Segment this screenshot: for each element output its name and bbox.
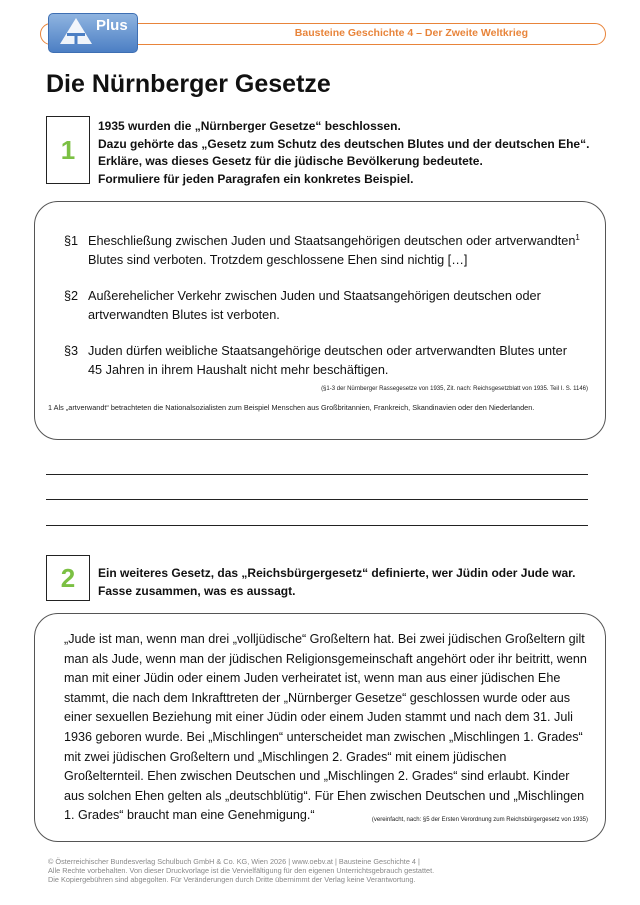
paragraph-label: §2 — [64, 289, 79, 303]
task-1-line: Formuliere für jeden Paragrafen ein konkretes Beispiel. — [98, 171, 414, 186]
page-title: Die Nürnberger Gesetze — [46, 70, 331, 98]
task-1-instructions — [98, 118, 608, 188]
task-number-2: 2 — [46, 555, 90, 601]
answer-line — [46, 525, 588, 526]
paragraph-text: Juden dürfen weibliche Staatsangehörige deutschen oder artverwandten Blutes unter — [88, 344, 567, 358]
paragraph-text: artverwandten Blutes ist verboten. — [88, 308, 280, 322]
copyright-footer — [48, 857, 468, 884]
footnote-marker: 1 — [575, 232, 580, 242]
task-2-line: Ein weiteres Gesetz, das „Reichsbürgergesetz“ definierte, wer Jüdin oder Jude war. — [98, 566, 576, 580]
law-paragraph-3 — [64, 342, 584, 380]
law-paragraph-2 — [64, 287, 584, 325]
paragraph-text: Blutes sind verboten. Trotzdem geschlossene Ehen sind nichtig […] — [88, 253, 468, 267]
footer-line: © Österreichischer Bundesverlag Schulbuch GmbH & Co. KG, Wien 2026 | www.oebv.at | Bausteine Geschichte 4 | — [48, 857, 420, 866]
answer-line — [46, 499, 588, 500]
task-1-line: 1935 wurden die „Nürnberger Gesetze“ beschlossen. — [98, 119, 401, 133]
task-2-instructions — [98, 565, 608, 600]
triangle-logo-icon — [58, 16, 94, 46]
paragraph-text: 45 Jahren in ihrem Haushalt nicht mehr beschäftigen. — [88, 363, 389, 377]
paragraph-text: Eheschließung zwischen Juden und Staatsangehörigen deutschen oder artverwandten — [88, 234, 576, 248]
footnote: 1 Als „artverwandt“ betrachteten die Nationalsozialisten zum Beispiel Menschen aus Großbritannien, Frankreich, Skandinavien oder den Niederlanden. — [48, 403, 535, 412]
task-1-line: Erkläre, was dieses Gesetz für die jüdische Bevölkerung bedeutete. — [98, 154, 483, 168]
quote-text: „Jude ist man, wenn man drei „volljüdische“ Großeltern hat. Bei zwei jüdischen Großeltern gilt man als Jude, wenn man der jüdischen Religionsgemeinschaft angehört oder ihr beitritt, wenn man mit einer Jüdin oder einem Juden verheiratet ist, wenn man aus einer jüdischen Ehe stammt, die nach dem Inkrafttreten der „Nürnberger Gesetze“ geschlossen wurde oder aus einer sexuellen Beziehung mit einer Jüdin oder einem Juden stammt und nach dem 31. Juli 1936 geboren wurde. Bei „Mischlingen“ unterscheidet man zwischen „Mischlingen 1. Grades“ mit zwei jüdischen Großeltern und „Mischlingen 2. Grades“ mit einem jüdischen Großelternteil. Ehen zwischen Deutschen und „Mischlingen 2. Grades“ sind erlaubt. Kinder aus solchen Ehen gelten als „deutschblütig“. Für Ehen zwischen Deutschen und „Mischlingen 1. Grades“ braucht man eine Genehmigung.“ — [64, 632, 587, 823]
footer-line: Alle Rechte vorbehalten. Von dieser Druckvorlage ist die Vervielfältigung für den eigenen Unterrichtsgebrauch gestattet. — [48, 866, 435, 875]
task-number-1: 1 — [46, 116, 90, 184]
answer-line — [46, 474, 588, 475]
paragraph-label: §1 — [64, 234, 79, 248]
quote-source: (vereinfacht, nach: §5 der Ersten Verordnung zum Reichsbürgergesetz von 1935) — [371, 817, 588, 823]
paragraph-text: Außerehelicher Verkehr zwischen Juden und Staatsangehörigen deutschen oder — [88, 289, 541, 303]
task-1-line: Dazu gehörte das „Gesetz zum Schutz des deutschen Blutes und der deutschen Ehe“. — [98, 136, 590, 151]
paragraph-label: §3 — [64, 344, 79, 358]
logo-label: Plus — [96, 17, 128, 34]
series-title: Bausteine Geschichte 4 – Der Zweite Weltkrieg — [294, 27, 528, 39]
law-paragraph-1 — [64, 232, 584, 270]
task-2-line: Fasse zusammen, was es aussagt. — [98, 583, 296, 598]
law-source: (§1-3 der Nürnberger Rassegesetze von 1935, Zit. nach: Reichsgesetzblatt von 1935. Teil I. S. 1146) — [321, 386, 588, 392]
footer-line: Die Kopiergebühren sind abgegolten. Für Veränderungen durch Dritte übernimmt der Verlag keine Verantwortung. — [48, 875, 416, 884]
